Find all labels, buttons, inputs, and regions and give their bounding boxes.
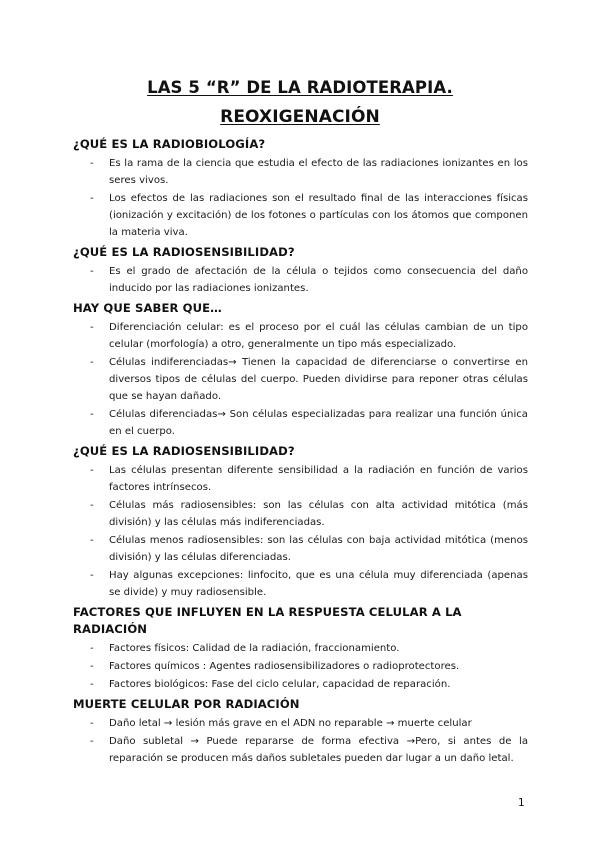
- section-heading: ¿QUÉ ES LA RADIOSENSIBILIDAD?: [73, 444, 295, 458]
- bullet-list: [73, 319, 528, 440]
- bullet-dash: -: [90, 679, 94, 690]
- list-item: [73, 733, 528, 767]
- section-muerte-celular: [73, 696, 528, 767]
- list-item: [73, 462, 528, 496]
- section-radiosensibilidad-1: [73, 244, 528, 297]
- document-body: [73, 136, 528, 770]
- bullet-dash: -: [90, 322, 94, 333]
- list-item: [73, 532, 528, 566]
- bullet-dash: -: [90, 193, 94, 204]
- section-hay-que-saber: [73, 300, 528, 440]
- list-item: [73, 319, 528, 353]
- bullet-list: [73, 715, 528, 767]
- list-item: [73, 155, 528, 189]
- list-item-text: Factores biológicos: Fase del ciclo celular, capacidad de reparación.: [109, 679, 451, 690]
- page-title: LAS 5 “R” DE LA RADIOTERAPIA.: [147, 78, 453, 97]
- list-item: [73, 497, 528, 531]
- bullet-dash: -: [90, 357, 94, 368]
- list-item-text: Los efectos de las radiaciones son el resultado final de las interacciones físicas (ionización y excitación) de los fotones o partículas con los átomos que componen la materia viva.: [109, 193, 528, 238]
- bullet-list: [73, 263, 528, 297]
- bullet-dash: -: [90, 736, 94, 747]
- section-factores: [73, 604, 528, 693]
- bullet-dash: -: [90, 266, 94, 277]
- list-item-text: Células menos radiosensibles: son las células con baja actividad mitótica (menos división) y las células diferenciadas.: [109, 535, 528, 563]
- bullet-dash: -: [90, 500, 94, 511]
- list-item: [73, 190, 528, 241]
- bullet-dash: -: [90, 158, 94, 169]
- list-item: [73, 640, 528, 657]
- list-item: [73, 567, 528, 601]
- list-item: [73, 658, 528, 675]
- section-heading: FACTORES QUE INFLUYEN EN LA RESPUESTA CELULAR A LA RADIACIÓN: [73, 605, 462, 636]
- list-item-text: Las células presentan diferente sensibilidad a la radiación en función de varios factores intrínsecos.: [109, 465, 528, 493]
- list-item: [73, 676, 528, 693]
- list-item: [73, 406, 528, 440]
- bullet-dash: -: [90, 570, 94, 581]
- list-item-text: Hay algunas excepciones: linfocito, que es una célula muy diferenciada (apenas se divide) y muy radiosensible.: [109, 570, 528, 598]
- bullet-dash: -: [90, 718, 94, 729]
- bullet-dash: -: [90, 643, 94, 654]
- section-radiosensibilidad-2: [73, 443, 528, 601]
- section-heading: HAY QUE SABER QUE…: [73, 301, 222, 315]
- list-item-text: Células diferenciadas→ Son células especializadas para realizar una función única en el cuerpo.: [109, 409, 528, 437]
- list-item: [73, 715, 528, 732]
- section-heading: ¿QUÉ ES LA RADIOSENSIBILIDAD?: [73, 245, 295, 259]
- list-item-text: Diferenciación celular: es el proceso por el cuál las células cambian de un tipo celular (morfología) a otro, generalmente un tipo más especializado.: [109, 322, 528, 350]
- section-radiobiologia: [73, 136, 528, 241]
- bullet-dash: -: [90, 465, 94, 476]
- bullet-list: [73, 155, 528, 241]
- list-item-text: Daño subletal → Puede repararse de forma efectiva →Pero, si antes de la reparación se producen más daños subletales pueden dar lugar a un daño letal.: [109, 736, 528, 764]
- list-item-text: Células más radiosensibles: son las células con alta actividad mitótica (más división) y las células más indiferenciadas.: [109, 500, 528, 528]
- bullet-dash: -: [90, 535, 94, 546]
- list-item-text: Daño letal → lesión más grave en el ADN no reparable → muerte celular: [109, 718, 472, 729]
- list-item-text: Células indiferenciadas→ Tienen la capacidad de diferenciarse o convertirse en diversos tipos de células del cuerpo. Pueden dividirse para reponer otras células que se hayan dañado.: [109, 357, 528, 402]
- section-heading: ¿QUÉ ES LA RADIOBIOLOGÍA?: [73, 137, 266, 151]
- list-item-text: Factores físicos: Calidad de la radiación, fraccionamiento.: [109, 643, 400, 654]
- page-number: 1: [518, 797, 525, 809]
- list-item-text: Es la rama de la ciencia que estudia el efecto de las radiaciones ionizantes en los seres vivos.: [109, 158, 528, 186]
- bullet-dash: -: [90, 661, 94, 672]
- page-subtitle: REOXIGENACIÓN: [220, 107, 380, 127]
- section-heading: MUERTE CELULAR POR RADIACIÓN: [73, 697, 300, 711]
- bullet-list: [73, 640, 528, 693]
- bullet-list: [73, 462, 528, 601]
- list-item-text: Factores químicos : Agentes radiosensibilizadores o radioprotectores.: [109, 661, 460, 672]
- list-item: [73, 263, 528, 297]
- list-item: [73, 354, 528, 405]
- bullet-dash: -: [90, 409, 94, 420]
- list-item-text: Es el grado de afectación de la célula o tejidos como consecuencia del daño inducido por las radiaciones ionizantes.: [109, 266, 528, 294]
